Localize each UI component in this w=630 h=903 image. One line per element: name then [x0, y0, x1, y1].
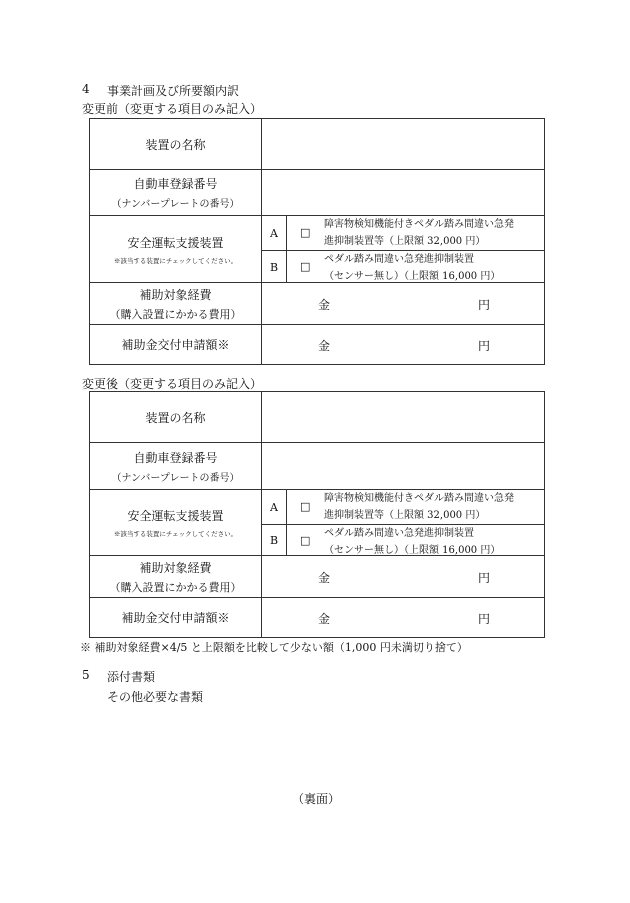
- grant-kin: 金: [318, 612, 331, 626]
- table-before-caption: 変更前（変更する項目のみ記入）: [82, 102, 263, 116]
- device-name-label-cell: [90, 119, 262, 169]
- table-after: [89, 391, 545, 638]
- option-b-line2: （センサー無し）（上限額 16,000 円）: [324, 271, 501, 282]
- option-b-checkbox[interactable]: □: [300, 260, 311, 273]
- safety-device-label: 安全運転支援装置: [127, 509, 224, 523]
- safety-device-label: 安全運転支援装置: [127, 235, 224, 250]
- option-b-letter: B: [262, 525, 287, 556]
- option-a-letter: A: [262, 216, 287, 250]
- option-b: [262, 250, 544, 283]
- cost-en: 円: [478, 571, 491, 585]
- option-a-checkbox[interactable]: □: [300, 226, 311, 239]
- reg-number-input-cell[interactable]: [262, 170, 544, 215]
- grant-label-cell: [90, 325, 262, 364]
- reg-number-sublabel: （ナンバープレートの番号）: [111, 472, 240, 484]
- option-b: [262, 524, 544, 556]
- row-device-name: [90, 119, 544, 169]
- eligible-cost-input-cell[interactable]: [262, 283, 544, 324]
- device-name-label: 装置の名称: [145, 137, 206, 152]
- eligible-cost-sublabel: （購入設置にかかる費用）: [109, 307, 242, 321]
- row-eligible-cost: [90, 555, 544, 597]
- section5-item: その他必要な書類: [107, 690, 204, 704]
- option-b-line2: （センサー無し）（上限額 16,000 円）: [324, 545, 501, 555]
- device-name-input-cell[interactable]: [262, 119, 544, 169]
- cost-kin: 金: [318, 571, 331, 585]
- row-reg-number: [90, 442, 544, 489]
- section5-title: 添付書類: [107, 670, 156, 684]
- row-reg-number: [90, 169, 544, 215]
- option-a-line2: 進抑制装置等（上限額 32,000 円）: [324, 236, 486, 247]
- option-a-line2: 進抑制装置等（上限額 32,000 円）: [324, 510, 486, 521]
- option-a-text: [324, 216, 540, 250]
- safety-options-cell: [262, 490, 544, 555]
- device-name-input-cell[interactable]: [262, 392, 544, 442]
- device-name-label: 装置の名称: [145, 410, 206, 425]
- reg-number-label: 自動車登録番号: [133, 177, 218, 191]
- safety-device-note: ※該当する装置にチェックしてください。: [113, 256, 238, 265]
- option-a: [262, 490, 544, 524]
- reg-number-label-cell: [90, 443, 262, 489]
- option-b-letter: B: [262, 251, 287, 283]
- option-b-checkbox[interactable]: □: [300, 534, 311, 547]
- section4-title: 事業計画及び所要額内訳: [107, 84, 240, 98]
- eligible-cost-sublabel: （購入設置にかかる費用）: [109, 580, 242, 594]
- grant-amount-label: 補助金交付申請額※: [121, 611, 230, 625]
- section5-number: 5: [82, 668, 90, 682]
- option-a: [262, 216, 544, 250]
- option-b-line1: ペダル踏み間違い急発進抑制装置: [324, 528, 474, 539]
- eligible-cost-label: 補助対象経費: [139, 560, 212, 575]
- grant-amount-input-cell[interactable]: [262, 598, 544, 637]
- cost-en: 円: [478, 298, 491, 312]
- grant-label-cell: [90, 598, 262, 637]
- cost-label-cell: [90, 556, 262, 597]
- row-grant-amount: [90, 324, 544, 364]
- grant-en: 円: [478, 612, 491, 626]
- grant-en: 円: [478, 339, 491, 353]
- option-a-line1: 障害物検知機能付きペダル踏み間違い急発: [324, 219, 514, 230]
- grant-amount-input-cell[interactable]: [262, 325, 544, 364]
- grant-amount-label: 補助金交付申請額※: [121, 338, 230, 352]
- option-a-letter: A: [262, 490, 287, 524]
- row-device-name: [90, 392, 544, 442]
- section4-number: 4: [82, 82, 90, 96]
- safety-label-cell: [90, 216, 262, 282]
- row-safety-device: [90, 489, 544, 555]
- table-after-caption: 変更後（変更する項目のみ記入）: [82, 377, 263, 391]
- row-grant-amount: [90, 597, 544, 637]
- option-b-text: [324, 251, 540, 282]
- option-b-line1: ペダル踏み間違い急発進抑制装置: [324, 254, 474, 265]
- row-safety-device: [90, 215, 544, 282]
- footnote: ※ 補助対象経費×4/5 と上限額を比較して少ない額（1,000 円未満切り捨て）: [80, 641, 468, 654]
- reg-number-label: 自動車登録番号: [133, 450, 218, 465]
- reg-number-sublabel: （ナンバープレートの番号）: [111, 199, 240, 210]
- safety-device-note: ※該当する装置にチェックしてください。: [113, 530, 238, 538]
- page-side-label: （裏面）: [292, 792, 341, 806]
- reg-number-input-cell[interactable]: [262, 443, 544, 489]
- device-name-label-cell: [90, 392, 262, 442]
- option-a-text: [324, 490, 540, 524]
- safety-options-cell: [262, 216, 544, 282]
- option-a-checkbox[interactable]: □: [300, 500, 311, 513]
- cost-label-cell: [90, 283, 262, 324]
- grant-kin: 金: [318, 339, 331, 353]
- cost-kin: 金: [318, 298, 331, 312]
- option-a-line1: 障害物検知機能付きペダル踏み間違い急発: [324, 493, 514, 504]
- reg-number-label-cell: [90, 170, 262, 215]
- eligible-cost-label: 補助対象経費: [139, 287, 212, 302]
- option-b-text: [324, 525, 540, 555]
- safety-label-cell: [90, 490, 262, 555]
- table-before: [89, 118, 545, 365]
- row-eligible-cost: [90, 282, 544, 324]
- eligible-cost-input-cell[interactable]: [262, 556, 544, 597]
